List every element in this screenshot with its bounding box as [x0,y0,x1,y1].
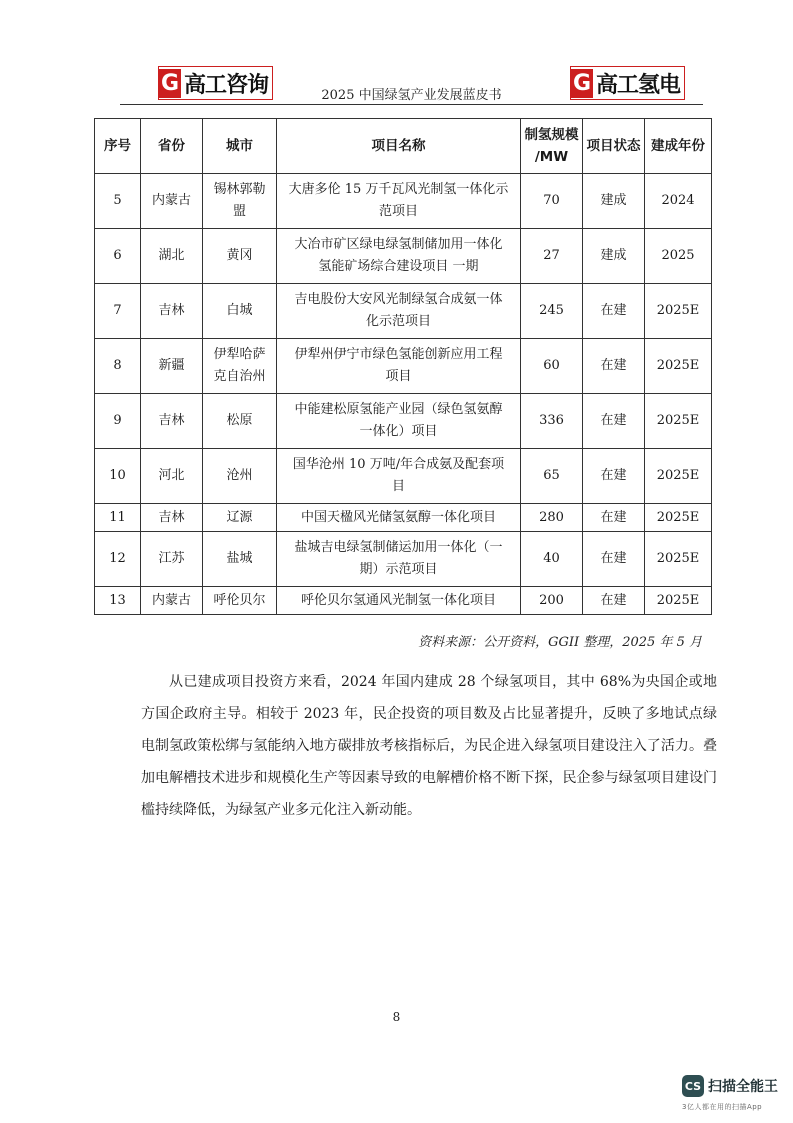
cell-province: 吉林 [141,284,203,339]
cell-project-name: 中能建松原氢能产业园（绿色氢氨醇 一体化）项目 [277,394,521,449]
cell-index: 6 [95,229,141,284]
cell-index: 5 [95,174,141,229]
cell-project-name: 呼伦贝尔氢通风光制氢一体化项目 [277,587,521,615]
cell-index: 12 [95,532,141,587]
cell-year: 2025E [645,532,712,587]
cell-province: 吉林 [141,394,203,449]
cell-project-name: 盐城吉电绿氢制储运加用一体化（一 期）示范项目 [277,532,521,587]
cell-index: 11 [95,504,141,532]
cell-year: 2025 [645,229,712,284]
cell-capacity: 60 [521,339,583,394]
cell-city: 盐城 [203,532,277,587]
page-number: 8 [392,1010,401,1024]
green-hydrogen-project-table [94,118,712,615]
cell-status: 建成 [583,229,645,284]
header-title: 2025 中国绿氢产业发展蓝皮书 [321,88,502,103]
cell-city: 沧州 [203,449,277,504]
cell-year: 2025E [645,504,712,532]
column-header: 建成年份 [645,119,712,174]
cell-status: 在建 [583,284,645,339]
header-divider [120,104,703,105]
cell-status: 建成 [583,174,645,229]
column-header: 省份 [141,119,203,174]
cell-year: 2025E [645,587,712,615]
camscanner-watermark [678,1075,790,1115]
table-row [95,339,712,394]
table-row [95,532,712,587]
cell-year: 2024 [645,174,712,229]
cell-project-name: 吉电股份大安风光制绿氢合成氨一体 化示范项目 [277,284,521,339]
cell-index: 7 [95,284,141,339]
cell-city: 伊犁哈萨 克自治州 [203,339,277,394]
cell-province: 吉林 [141,504,203,532]
cell-project-name: 大唐多伦 15 万千瓦风光制氢一体化示 范项目 [277,174,521,229]
watermark-name: 扫描全能王 [708,1079,778,1095]
table-row [95,504,712,532]
cell-city: 白城 [203,284,277,339]
cell-status: 在建 [583,339,645,394]
cell-province: 内蒙古 [141,174,203,229]
gaogong-hydrogen-logo [570,66,685,100]
cell-status: 在建 [583,587,645,615]
watermark-tagline: 3亿人都在用的扫描App [682,1103,763,1111]
cell-city: 锡林郭勒 盟 [203,174,277,229]
cell-status: 在建 [583,504,645,532]
cell-year: 2025E [645,284,712,339]
table-row [95,587,712,615]
cell-index: 8 [95,339,141,394]
cell-index: 9 [95,394,141,449]
cell-city: 辽源 [203,504,277,532]
cell-capacity: 245 [521,284,583,339]
column-header: 制氢规模 /MW [521,119,583,174]
logo-text: 高工咨询 [184,72,269,98]
table-row [95,449,712,504]
cell-capacity: 200 [521,587,583,615]
cell-province: 内蒙古 [141,587,203,615]
table-row [95,394,712,449]
table-row [95,229,712,284]
column-header: 项目状态 [583,119,645,174]
cell-city: 呼伦贝尔 [203,587,277,615]
column-header: 城市 [203,119,277,174]
cell-status: 在建 [583,532,645,587]
cell-capacity: 27 [521,229,583,284]
cell-project-name: 中国天楹风光储氢氨醇一体化项目 [277,504,521,532]
cell-capacity: 336 [521,394,583,449]
cell-year: 2025E [645,339,712,394]
cell-province: 江苏 [141,532,203,587]
cell-project-name: 国华沧州 10 万吨/年合成氨及配套项 目 [277,449,521,504]
cell-province: 河北 [141,449,203,504]
cell-capacity: 280 [521,504,583,532]
cell-city: 黄冈 [203,229,277,284]
cell-city: 松原 [203,394,277,449]
camscanner-icon: CS [682,1075,704,1097]
cell-province: 湖北 [141,229,203,284]
column-header: 项目名称 [277,119,521,174]
cell-project-name: 大冶市矿区绿电绿氢制储加用一体化 氢能矿场综合建设项目 一期 [277,229,521,284]
logo-mark: G [160,70,180,96]
cell-capacity: 40 [521,532,583,587]
page-header [120,66,703,106]
data-source-note: 资料来源：公开资料，GGII 整理，2025 年 5 月 [418,635,702,650]
logo-text: 高工氢电 [596,72,681,98]
cell-index: 10 [95,449,141,504]
cell-year: 2025E [645,394,712,449]
cell-province: 新疆 [141,339,203,394]
cell-capacity: 70 [521,174,583,229]
body-paragraph: 从已建成项目投资方来看，2024 年国内建成 28 个绿氢项目，其中 68%为央国企或地方国企政府主导。相较于 2023 年，民企投资的项目数及占比显著提升，反映了多地试点绿电制氢政策松绑与氢能纳入地方碳排放考核指标后，为民企进入绿氢项目建设注入了活力。叠加电解槽技术进步和规模化生产等因素导致的电解槽价格不断下探，民企参与绿氢项目建设门槛持续降低，为绿氢产业多元化注入新动能。 [141,674,717,818]
cell-index: 13 [95,587,141,615]
logo-mark: G [572,70,592,96]
table-row [95,284,712,339]
cell-capacity: 65 [521,449,583,504]
table-header-row [95,119,712,174]
cell-status: 在建 [583,449,645,504]
cell-status: 在建 [583,394,645,449]
table-row [95,174,712,229]
column-header: 序号 [95,119,141,174]
cell-year: 2025E [645,449,712,504]
cell-project-name: 伊犁州伊宁市绿色氢能创新应用工程 项目 [277,339,521,394]
